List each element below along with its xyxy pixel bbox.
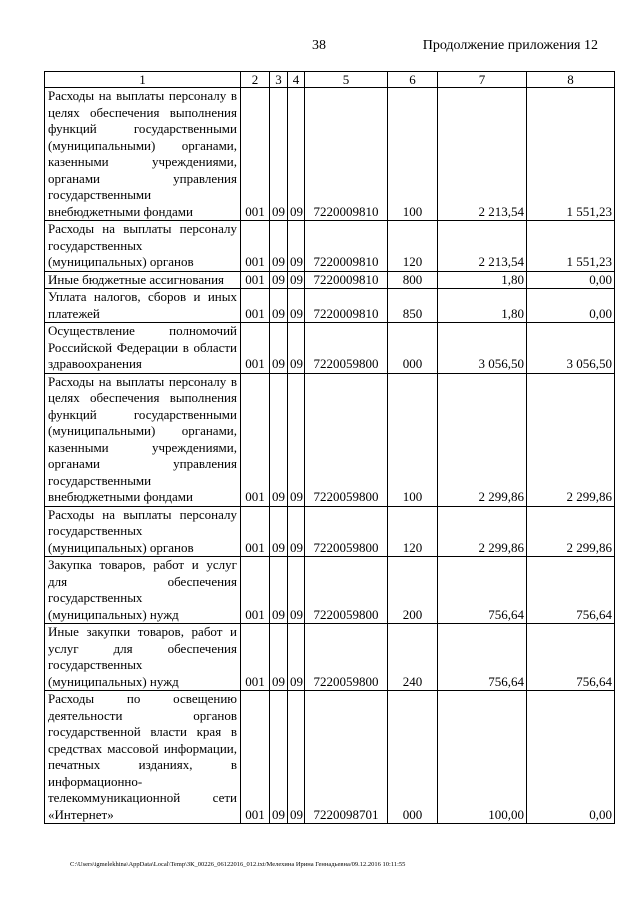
table-row [45,221,615,272]
cell-c5: 7220098701 [305,691,388,824]
cell-c3: 09 [270,289,288,323]
cell-c8: 0,00 [527,271,615,289]
table-row [45,271,615,289]
cell-c6: 200 [388,557,438,624]
column-header: 8 [527,72,615,88]
column-header: 6 [388,72,438,88]
cell-c4: 09 [288,221,305,272]
cell-c7: 1,80 [438,289,527,323]
cell-c3: 09 [270,373,288,506]
cell-c5: 7220059800 [305,323,388,374]
cell-c5: 7220009810 [305,88,388,221]
table-row [45,691,615,824]
cell-c4: 09 [288,691,305,824]
cell-c5: 7220059800 [305,624,388,691]
cell-c2: 001 [241,88,270,221]
cell-c6: 800 [388,271,438,289]
cell-c5: 7220059800 [305,557,388,624]
row-description: Уплата налогов, сборов и иных платежей [45,289,241,323]
row-description: Расходы на выплаты персоналу в целях обеспечения выполнения функций государственными (муниципальными) органами, казенными учреждениями, органами управления государственными внебюджетными фондами [45,373,241,506]
cell-c2: 001 [241,624,270,691]
table-row [45,323,615,374]
cell-c6: 850 [388,289,438,323]
cell-c7: 2 213,54 [438,221,527,272]
file-path-footer: C:\Users\igmelekhina\AppData\Local\Temp\ЗК_00226_06122016_012.txt/Мелехина Ирина Геннадьевна/09.12.2016 10:11:55 [70,861,406,868]
cell-c7: 3 056,50 [438,323,527,374]
table-row [45,88,615,221]
table-row [45,373,615,506]
row-description: Иные закупки товаров, работ и услуг для обеспечения государственных (муниципальных) нужд [45,624,241,691]
column-header: 5 [305,72,388,88]
row-description: Закупка товаров, работ и услуг для обеспечения государственных (муниципальных) нужд [45,557,241,624]
table-row [45,624,615,691]
column-header: 3 [270,72,288,88]
budget-table [44,71,615,824]
cell-c3: 09 [270,691,288,824]
table-row [45,289,615,323]
cell-c3: 09 [270,557,288,624]
cell-c8: 0,00 [527,289,615,323]
cell-c8: 756,64 [527,624,615,691]
cell-c3: 09 [270,506,288,557]
row-description: Расходы на выплаты персоналу государственных (муниципальных) органов [45,221,241,272]
cell-c4: 09 [288,624,305,691]
column-header: 1 [45,72,241,88]
cell-c6: 100 [388,88,438,221]
cell-c3: 09 [270,624,288,691]
cell-c7: 2 299,86 [438,506,527,557]
cell-c5: 7220009810 [305,289,388,323]
cell-c2: 001 [241,557,270,624]
cell-c2: 001 [241,221,270,272]
cell-c4: 09 [288,88,305,221]
cell-c5: 7220009810 [305,271,388,289]
cell-c8: 1 551,23 [527,88,615,221]
cell-c2: 001 [241,691,270,824]
cell-c4: 09 [288,323,305,374]
table-header-row [45,72,615,88]
cell-c2: 001 [241,506,270,557]
cell-c3: 09 [270,323,288,374]
cell-c3: 09 [270,88,288,221]
column-header: 4 [288,72,305,88]
row-description: Расходы на выплаты персоналу государственных (муниципальных) органов [45,506,241,557]
page-number: 38 [312,38,326,53]
cell-c2: 001 [241,289,270,323]
cell-c7: 756,64 [438,624,527,691]
cell-c7: 2 299,86 [438,373,527,506]
cell-c6: 240 [388,624,438,691]
row-description: Расходы на выплаты персоналу в целях обеспечения выполнения функций государственными (муниципальными) органами, казенными учреждениями, органами управления государственными внебюджетными фондами [45,88,241,221]
cell-c4: 09 [288,373,305,506]
cell-c4: 09 [288,271,305,289]
cell-c6: 100 [388,373,438,506]
cell-c6: 000 [388,691,438,824]
cell-c2: 001 [241,373,270,506]
cell-c7: 756,64 [438,557,527,624]
cell-c7: 100,00 [438,691,527,824]
row-description: Расходы по освещению деятельности органов государственной власти края в средствах массовой информации, печатных изданиях, в информационно-телекоммуникационной сети «Интернет» [45,691,241,824]
cell-c6: 120 [388,221,438,272]
cell-c8: 1 551,23 [527,221,615,272]
column-header: 2 [241,72,270,88]
cell-c6: 000 [388,323,438,374]
cell-c8: 2 299,86 [527,506,615,557]
cell-c7: 2 213,54 [438,88,527,221]
cell-c4: 09 [288,289,305,323]
cell-c7: 1,80 [438,271,527,289]
cell-c8: 756,64 [527,557,615,624]
cell-c5: 7220009810 [305,221,388,272]
cell-c4: 09 [288,557,305,624]
row-description: Осуществление полномочий Российской Федерации в области здравоохранения [45,323,241,374]
table-row [45,506,615,557]
cell-c3: 09 [270,221,288,272]
cell-c2: 001 [241,271,270,289]
cell-c5: 7220059800 [305,373,388,506]
cell-c8: 3 056,50 [527,323,615,374]
cell-c5: 7220059800 [305,506,388,557]
row-description: Иные бюджетные ассигнования [45,271,241,289]
table-row [45,557,615,624]
cell-c4: 09 [288,506,305,557]
cell-c6: 120 [388,506,438,557]
column-header: 7 [438,72,527,88]
cell-c2: 001 [241,323,270,374]
continuation-label: Продолжение приложения 12 [422,38,598,53]
cell-c8: 2 299,86 [527,373,615,506]
cell-c8: 0,00 [527,691,615,824]
cell-c3: 09 [270,271,288,289]
